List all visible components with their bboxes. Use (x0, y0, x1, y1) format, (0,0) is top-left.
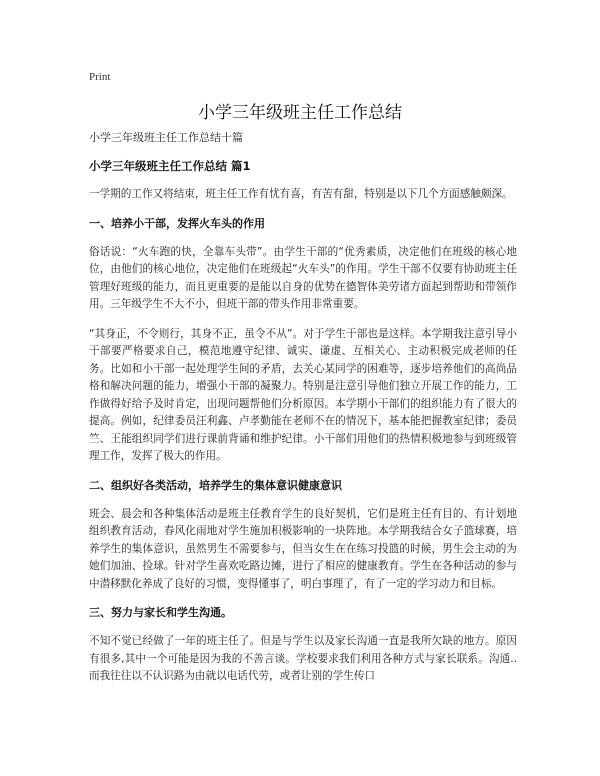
paragraph-4: 不知不觉已经做了一年的班主任了。但是与学生以及家长沟通一直是我所欠缺的地方。原因有很多,其中一个可能是因为我的不善言谈。学校要求我们利用各种方式与家长联系。沟通..而我往往以不认识路为由就以电话代劳，或者让别的学生传口 (89, 635, 517, 682)
document-subtitle: 小学三年级班主任工作总结十篇 (89, 131, 243, 144)
paragraph-2: “其身正，不令则行，其身不正，虽令不从”。对于学生干部也是这样。本学期我注意引导小干部要严格要求自己，模范地遵守纪律、诚实、谦虚、互相关心、主动积极完成老师的任务。比如和小干部一起处理学生间的矛盾，去关心某同学的困难等，逐步培养他们的高尚品格和解决问题的能力，增强小干部的凝聚力。特别是注意引导他们独立开展工作的能力，工作做得好给予及时肯定，出现问题帮他们分析原因。本学期小干部们的组织能力有了很大的提高。例如，纪律委员汪利鑫、卢孝勤能在老师不在的情况下，基本能把握教室纪律；委员竺、王能组织同学们进行课前背诵和维护纪律。小干部们用他们的热情积极地参与到班级管理工作，发挥了极大的作用。 (89, 327, 517, 462)
article-title: 小学三年级班主任工作总结 篇1 (89, 159, 251, 173)
section-heading-3: 三、努力与家长和学生沟通。 (89, 606, 232, 619)
section-heading-1: 一、培养小干部，发挥火车头的作用 (89, 216, 265, 230)
document-body (89, 130, 517, 698)
paragraph-3: 班会、晨会和各种集体活动是班主任教育学生的良好契机，它们是班主任有目的、有计划地组织教育活动，春风化雨地对学生施加积极影响的一块阵地。本学期我结合女子篮球赛，培养学生的集体意识，虽然男生不需要参与，但当女生在在练习投篮的时候，男生会主动的为她们加油、捡球。针对学生喜欢吃路边摊，进行了相应的健康教育。学生在各种活动的参与中潜移默化养成了良好的习惯，变得懂事了，明白事理了，有了一定的学习动力和目标。 (89, 507, 517, 590)
paragraph-1: 俗话说：“火车跑的快，全靠车头带”。由学生干部的“优秀素质，决定他们在班级的核心地位，由他们的核心地位，决定他们在班级起“火车头”的作用。学生干部不仅要有协助班主任管理好班级的能力，而且更重要的是能以自身的优势在德智体美劳诸方面起到帮助和带领作用。三年级学生不大不小，但班干部的带头作用非常重要。 (89, 245, 517, 310)
section-heading-2: 二、组织好各类活动，培养学生的集体意识健康意识 (89, 478, 342, 492)
intro-paragraph: 一学期的工作又将结束，班主任工作有忧有喜，有苦有甜，特别是以下几个方面感触颇深。 (89, 188, 513, 200)
print-link[interactable]: Print (89, 71, 111, 83)
page-title: 小学三年级班主任工作总结 (198, 103, 402, 123)
